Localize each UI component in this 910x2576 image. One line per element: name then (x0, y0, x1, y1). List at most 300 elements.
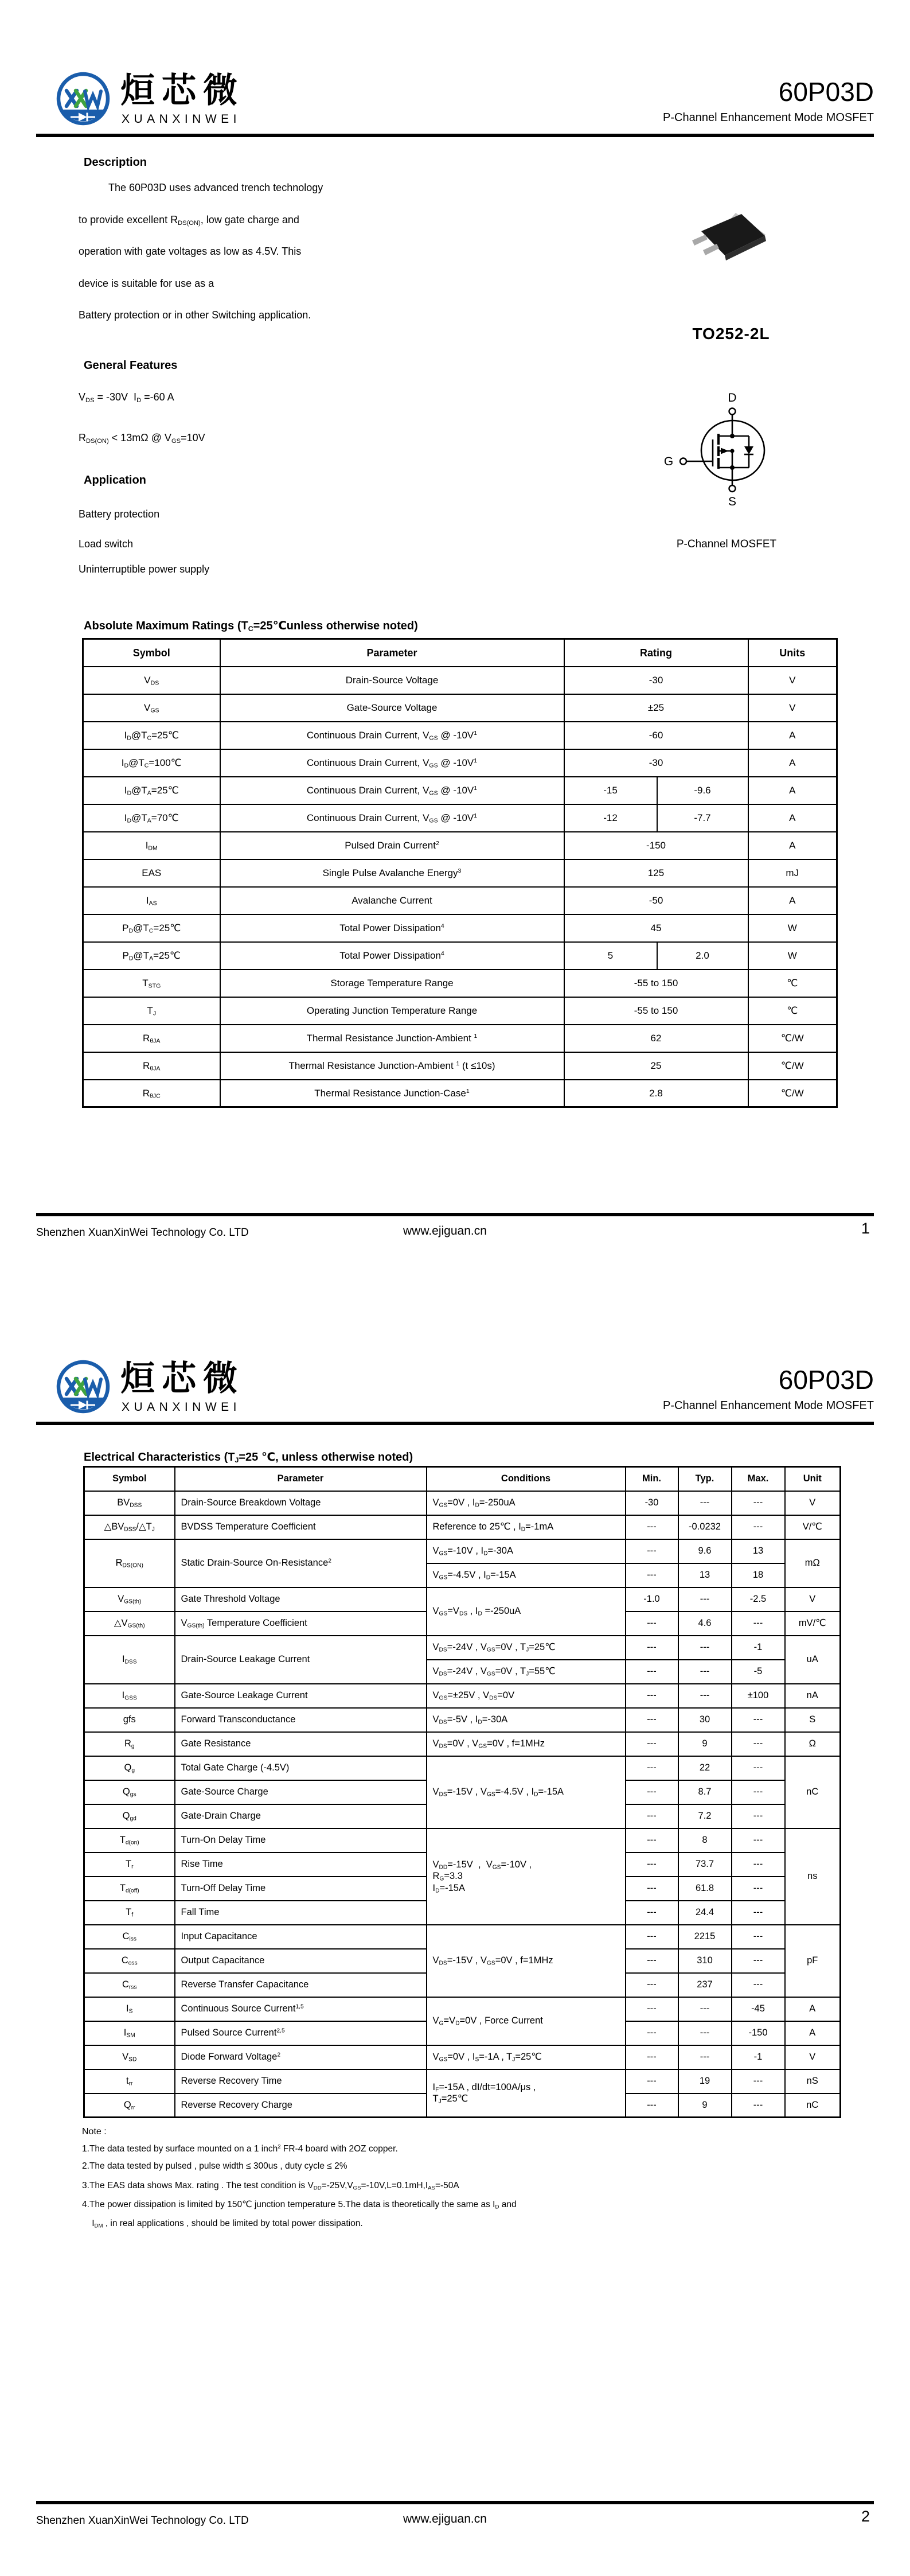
table-cell: $C_{iss}$ (84, 1925, 175, 1949)
table-cell: $C_{rss}$ (84, 1973, 175, 1997)
table-cell: 237 (678, 1973, 732, 1997)
table-cell: V (748, 667, 837, 694)
table-cell: Gate-Source Charge (175, 1780, 427, 1804)
table-cell: $I_S$ (84, 1997, 175, 2021)
abs-max-title: Absolute Maximum Ratings ($T_C=25℃unless$ otherwise noted) (84, 620, 418, 633)
table-cell: Thermal Resistance Junction-Ambient $^1$ (220, 1025, 564, 1052)
table-row (83, 667, 837, 694)
table-cell: V (785, 1587, 841, 1612)
mosfet-symbol-caption: P-Channel MOSFET (676, 538, 777, 550)
table-cell: $I_F=-15A$ , dI/dt=100A/μs , $T_J=25℃$ (427, 2069, 626, 2118)
table-row (83, 749, 837, 777)
column-header: Min. (626, 1467, 678, 1491)
table-cell: --- (732, 1708, 785, 1732)
table-cell: EAS (83, 859, 220, 887)
table-cell: $V_{GS}=V_{DS}$ , $I_D =-250uA$ (427, 1587, 626, 1636)
table-cell: --- (678, 2045, 732, 2069)
table-cell: --- (626, 1563, 678, 1587)
table-cell: Reverse Recovery Charge (175, 2094, 427, 2118)
table-cell: --- (678, 1997, 732, 2021)
footer-website: www.ejiguan.cn (403, 1224, 487, 1238)
table-cell: A (748, 777, 837, 804)
package-photo (691, 209, 768, 275)
data-table (83, 1466, 841, 2118)
table-cell: --- (626, 1515, 678, 1539)
table-cell: nS (785, 2069, 841, 2094)
table-row (84, 2069, 841, 2094)
table-row (83, 722, 837, 749)
table-cell: $P_D@T_C=25℃$ (83, 915, 220, 942)
table-cell: $I_D@T_C=100℃$ (83, 749, 220, 777)
table-cell: $V_{GS}=-10V$ , $I_D=-30A$ (427, 1539, 626, 1563)
table-cell: $T_{d(off)}$ (84, 1877, 175, 1901)
table-row (83, 694, 837, 722)
table-cell: Single Pulse Avalanche Energy$^3$ (220, 859, 564, 887)
part-number: 60P03D (778, 77, 874, 107)
table-cell: Drain-Source Leakage Current (175, 1636, 427, 1684)
column-header: Typ. (678, 1467, 732, 1491)
table-cell: $V_{DS}=-15V$ , $V_{GS}=0V$ , f=1MHz (427, 1925, 626, 1997)
table-cell: $Q_g$ (84, 1756, 175, 1780)
table-cell: Pulsed Source Current$^{2,5}$ (175, 2021, 427, 2045)
table-cell: 8 (678, 1828, 732, 1853)
table-cell: ℃ (748, 997, 837, 1025)
column-header: Unit (785, 1467, 841, 1491)
table-cell: $Q_{gd}$ (84, 1804, 175, 1828)
table-cell: --- (732, 1612, 785, 1636)
table-cell: -12 (564, 804, 657, 832)
table-cell: -60 (564, 722, 748, 749)
table-cell: V/℃ (785, 1515, 841, 1539)
table-header-row (84, 1467, 841, 1491)
table-cell: BVDSS Temperature Coefficient (175, 1515, 427, 1539)
table-cell: --- (678, 1684, 732, 1708)
table-cell: Gate-Source Leakage Current (175, 1684, 427, 1708)
table-cell: 62 (564, 1025, 748, 1052)
table-cell: Total Power Dissipation$^4$ (220, 915, 564, 942)
table-cell: --- (732, 1515, 785, 1539)
notes-heading: Note : (82, 2127, 107, 2137)
table-cell: --- (626, 1828, 678, 1853)
table-cell: -7.7 (657, 804, 748, 832)
table-row (84, 1732, 841, 1756)
note-line: 1.The data tested by surface mounted on a 1 inch$^2$ FR-4 board with 2OZ copper. (82, 2143, 398, 2154)
header-rule (36, 134, 874, 137)
table-cell: $V_{GS}=-4.5V$ , $I_D=-15A$ (427, 1563, 626, 1587)
table-cell: $V_{DD}=-15V$ , $V_{GS}=-10V$ , $R_G=3.3$ $I_D=-15A$ (427, 1828, 626, 1925)
table-row (84, 1587, 841, 1612)
table-cell: 9 (678, 2094, 732, 2118)
footer-rule (36, 1213, 874, 1216)
table-cell: 22 (678, 1756, 732, 1780)
application-item: Load switch (79, 538, 134, 550)
table-cell: $V_{GS}=\pm 25V$ , $V_{DS}=0V$ (427, 1684, 626, 1708)
pin-label-drain: D (728, 391, 737, 404)
table-cell: $I_{AS}$ (83, 887, 220, 915)
feature-line: $R_{DS(ON)} < 13m\Omega$ @ $V_{GS}=10V$ (79, 432, 205, 445)
table-cell: A (748, 804, 837, 832)
table-cell: --- (626, 1756, 678, 1780)
part-number: 60P03D (778, 1365, 874, 1395)
table-cell: --- (732, 2094, 785, 2118)
table-cell: 310 (678, 1949, 732, 1973)
page-number: 1 (861, 1220, 870, 1237)
table-cell: $I_D@T_A=25℃$ (83, 777, 220, 804)
table-cell: 13 (678, 1563, 732, 1587)
document-subtitle: P-Channel Enhancement Mode MOSFET (663, 111, 874, 124)
table-cell: Diode Forward Voltage$^2$ (175, 2045, 427, 2069)
table-row (84, 2045, 841, 2069)
table-cell: 2.8 (564, 1080, 748, 1107)
table-cell: ±100 (732, 1684, 785, 1708)
column-header: Max. (732, 1467, 785, 1491)
table-cell: --- (626, 2069, 678, 2094)
column-header: Symbol (84, 1467, 175, 1491)
table-cell: Output Capacitance (175, 1949, 427, 1973)
table-cell: $t_{rr}$ (84, 2069, 175, 2094)
table-cell: -45 (732, 1997, 785, 2021)
table-cell: $V_{GS}$ (83, 694, 220, 722)
table-row (83, 942, 837, 970)
table-cell: $V_{GS}=0V$ , $I_D=-250uA$ (427, 1491, 626, 1515)
table-cell: $V_{GS}=0V$ , $I_S=-1A$ , $T_J=25℃$ (427, 2045, 626, 2069)
table-cell: Rise Time (175, 1853, 427, 1877)
table-cell: V (785, 2045, 841, 2069)
table-cell: --- (626, 2045, 678, 2069)
table-cell: 125 (564, 859, 748, 887)
table-cell: $T_r$ (84, 1853, 175, 1877)
table-cell: --- (626, 2094, 678, 2118)
table-cell: --- (732, 1828, 785, 1853)
footer-company: Shenzhen XuanXinWei Technology Co. LTD (36, 2515, 249, 2527)
table-cell: ℃/W (748, 1025, 837, 1052)
elec-title: Electrical Characteristics ($T_J=25$ ℃, unless otherwise noted) (84, 1451, 413, 1465)
table-cell: nA (785, 1684, 841, 1708)
data-table (82, 638, 838, 1108)
table-cell: --- (626, 1732, 678, 1756)
table-row (84, 1684, 841, 1708)
table-cell: Gate-Source Voltage (220, 694, 564, 722)
table-cell: Storage Temperature Range (220, 970, 564, 997)
description-line: device is suitable for use as a (79, 277, 214, 289)
table-cell: --- (732, 1491, 785, 1515)
table-cell: --- (732, 1780, 785, 1804)
feature-line: $V_{DS} = -30V$ $I_D =-60$ A (79, 391, 174, 404)
table-row (84, 1828, 841, 1853)
table-cell: $T_{d(on)}$ (84, 1828, 175, 1853)
description-heading: Description (84, 156, 147, 169)
page-number: 2 (861, 2508, 870, 2525)
table-cell: Static Drain-Source On-Resistance$^2$ (175, 1539, 427, 1587)
table-cell: $V_{GS(th)}$ Temperature Coefficient (175, 1612, 427, 1636)
table-cell: --- (678, 1636, 732, 1660)
table-cell: Fall Time (175, 1901, 427, 1925)
table-cell: Reverse Recovery Time (175, 2069, 427, 2094)
header-rule (36, 1422, 874, 1425)
table-cell: -30 (564, 749, 748, 777)
table-cell: -1.0 (626, 1587, 678, 1612)
table-row (83, 1080, 837, 1107)
table-cell: 45 (564, 915, 748, 942)
table-cell: -50 (564, 887, 748, 915)
table-cell: -55 to 150 (564, 970, 748, 997)
table-cell: 2215 (678, 1925, 732, 1949)
table-cell: $I_{GSS}$ (84, 1684, 175, 1708)
table-cell: Gate Threshold Voltage (175, 1587, 427, 1612)
table-cell: --- (678, 2021, 732, 2045)
table-row (84, 1539, 841, 1563)
table-cell: Forward Transconductance (175, 1708, 427, 1732)
table-cell: $R_{\theta JA}$ (83, 1025, 220, 1052)
table-cell: -55 to 150 (564, 997, 748, 1025)
table-row (84, 1515, 841, 1539)
table-cell: --- (626, 2021, 678, 2045)
table-cell: --- (626, 1973, 678, 1997)
table-header-row (83, 639, 837, 667)
table-cell: -30 (564, 667, 748, 694)
table-cell: $Q_{gs}$ (84, 1780, 175, 1804)
note-line: $I_{DM}$ , in real applications , should be limited by total power dissipation. (82, 2219, 363, 2229)
mosfet-symbol (654, 389, 786, 512)
table-cell: ℃ (748, 970, 837, 997)
electrical-characteristics-table (83, 1466, 841, 2118)
table-cell: A (785, 2021, 841, 2045)
table-cell: Total Power Dissipation$^4$ (220, 942, 564, 970)
table-cell: Drain-Source Voltage (220, 667, 564, 694)
table-cell: 61.8 (678, 1877, 732, 1901)
application-item: Uninterruptible power supply (79, 563, 210, 575)
table-cell: 5 (564, 942, 657, 970)
datasheet-page-2 (0, 1288, 910, 2576)
table-cell: 73.7 (678, 1853, 732, 1877)
table-cell: Gate Resistance (175, 1732, 427, 1756)
general-features-heading: General Features (84, 359, 178, 372)
table-cell: --- (626, 1612, 678, 1636)
package-label: TO252-2L (692, 325, 770, 343)
abs-max-table (82, 638, 838, 1108)
table-row (83, 887, 837, 915)
application-item: Battery protection (79, 508, 160, 520)
table-cell: $Q_{rr}$ (84, 2094, 175, 2118)
table-cell: 30 (678, 1708, 732, 1732)
table-cell: --- (678, 1491, 732, 1515)
table-cell: $R_{DS(ON)}$ (84, 1539, 175, 1587)
column-header: Parameter (175, 1467, 427, 1491)
description-line: The 60P03D uses advanced trench technology (108, 182, 323, 193)
table-cell: --- (732, 1973, 785, 1997)
brand-logo-icon (54, 72, 112, 129)
table-cell: --- (626, 1804, 678, 1828)
table-cell: Avalanche Current (220, 887, 564, 915)
table-cell: $V_{DS}$ (83, 667, 220, 694)
table-cell: --- (678, 1660, 732, 1684)
table-row (84, 1997, 841, 2021)
table-cell: A (748, 749, 837, 777)
table-cell: $V_{DS}=-5V$ , $I_D=-30A$ (427, 1708, 626, 1732)
table-cell: -9.6 (657, 777, 748, 804)
note-line: 3.The EAS data shows Max. rating . The test condition is $V_{DD}=-25V,V_{GS}=-10V,L=0.1mH,I_{AS}=-50A$ (82, 2181, 459, 2192)
table-row (83, 1025, 837, 1052)
table-row (83, 832, 837, 859)
column-header: Units (748, 639, 837, 667)
table-cell: -2.5 (732, 1587, 785, 1612)
table-cell: $I_{DSS}$ (84, 1636, 175, 1684)
description-line: operation with gate voltages as low as 4.5V. This (79, 246, 302, 257)
table-cell: --- (626, 1708, 678, 1732)
brand-name-cn: 烜芯微 (120, 71, 244, 110)
table-cell: -1 (732, 1636, 785, 1660)
note-line: 2.The data tested by pulsed , pulse width ≤ 300us , duty cycle ≤ 2% (82, 2161, 347, 2171)
table-cell: -5 (732, 1660, 785, 1684)
table-cell: 4.6 (678, 1612, 732, 1636)
table-cell: Drain-Source Breakdown Voltage (175, 1491, 427, 1515)
table-cell: --- (732, 1756, 785, 1780)
table-cell: -150 (732, 2021, 785, 2045)
table-cell: --- (626, 1660, 678, 1684)
column-header: Symbol (83, 639, 220, 667)
table-cell: Gate-Drain Charge (175, 1804, 427, 1828)
table-cell: -150 (564, 832, 748, 859)
table-cell: V (785, 1491, 841, 1515)
table-cell: Continuous Drain Current, $V_{GS}$ @ $-10V^1$ (220, 722, 564, 749)
table-cell: mV/℃ (785, 1612, 841, 1636)
pin-label-gate: G (663, 455, 674, 468)
table-cell: --- (732, 1804, 785, 1828)
table-cell: $I_{DM}$ (83, 832, 220, 859)
table-cell: 24.4 (678, 1901, 732, 1925)
table-cell: S (785, 1708, 841, 1732)
table-row (83, 970, 837, 997)
table-cell: -15 (564, 777, 657, 804)
table-cell: $V_{DS}=-24V$ , $V_{GS}=0V$ , $T_J=25℃$ (427, 1636, 626, 1660)
description-line: to provide excellent $R_{DS(ON)}$, low gate charge and (79, 213, 299, 227)
table-cell: $\triangle V_{GS(th)}$ (84, 1612, 175, 1636)
table-cell: --- (626, 1901, 678, 1925)
table-cell: --- (626, 1997, 678, 2021)
table-cell: nC (785, 1756, 841, 1828)
table-cell: Thermal Resistance Junction-Ambient $^1$ (t ≤10s) (220, 1052, 564, 1080)
table-cell: Thermal Resistance Junction-Case$^1$ (220, 1080, 564, 1107)
table-cell: 19 (678, 2069, 732, 2094)
table-cell: $T_J$ (83, 997, 220, 1025)
table-cell: $I_{SM}$ (84, 2021, 175, 2045)
footer-website: www.ejiguan.cn (403, 2512, 487, 2526)
table-cell: --- (732, 2069, 785, 2094)
table-cell: mJ (748, 859, 837, 887)
column-header: Conditions (427, 1467, 626, 1491)
table-cell: A (748, 832, 837, 859)
table-cell: --- (626, 1853, 678, 1877)
table-cell: $V_{GS(th)}$ (84, 1587, 175, 1612)
table-row (84, 1756, 841, 1780)
document-subtitle: P-Channel Enhancement Mode MOSFET (663, 1399, 874, 1412)
table-cell: 13 (732, 1539, 785, 1563)
table-row (84, 1708, 841, 1732)
table-cell: uA (785, 1636, 841, 1684)
description-line: Battery protection or in other Switching application. (79, 309, 311, 321)
table-cell: ℃/W (748, 1080, 837, 1107)
table-cell: Input Capacitance (175, 1925, 427, 1949)
table-cell: --- (732, 1925, 785, 1949)
footer-rule (36, 2501, 874, 2504)
table-cell: -30 (626, 1491, 678, 1515)
table-cell: --- (626, 1877, 678, 1901)
note-line: 4.The power dissipation is limited by 150℃ junction temperature 5.The data is theoretically the same as $I_D$ and (82, 2200, 517, 2211)
table-cell: -1 (732, 2045, 785, 2069)
brand-name-cn: 烜芯微 (120, 1359, 244, 1398)
table-row (83, 777, 837, 804)
table-cell: $R_{\theta JA}$ (83, 1052, 220, 1080)
table-cell: gfs (84, 1708, 175, 1732)
table-cell: --- (626, 1636, 678, 1660)
table-cell: $R_g$ (84, 1732, 175, 1756)
table-cell: $BV_{DSS}$ (84, 1491, 175, 1515)
table-cell: -0.0232 (678, 1515, 732, 1539)
table-cell: --- (626, 1925, 678, 1949)
pin-label-source: S (728, 495, 737, 508)
table-row (84, 1925, 841, 1949)
table-cell: Reverse Transfer Capacitance (175, 1973, 427, 1997)
table-cell: --- (732, 1732, 785, 1756)
table-cell: $V_G=V_D=0V$ , Force Current (427, 1997, 626, 2045)
table-row (84, 1636, 841, 1660)
table-cell: --- (626, 1949, 678, 1973)
table-cell: 7.2 (678, 1804, 732, 1828)
table-cell: 9 (678, 1732, 732, 1756)
table-cell: 25 (564, 1052, 748, 1080)
table-cell: 8.7 (678, 1780, 732, 1804)
description-paragraph (79, 172, 526, 332)
table-cell: A (748, 887, 837, 915)
brand-logo-icon (54, 1360, 112, 1417)
table-cell: Continuous Source Current$^{1,5}$ (175, 1997, 427, 2021)
table-cell: $\triangle BV_{DSS}/\triangle T_J$ (84, 1515, 175, 1539)
table-cell: Continuous Drain Current, $V_{GS}$ @ $-10V^1$ (220, 804, 564, 832)
table-cell: $T_f$ (84, 1901, 175, 1925)
table-cell: --- (732, 1949, 785, 1973)
table-cell: Turn-Off Delay Time (175, 1877, 427, 1901)
footer-company: Shenzhen XuanXinWei Technology Co. LTD (36, 1227, 249, 1239)
table-cell: ±25 (564, 694, 748, 722)
table-cell: Reference to 25℃ , $I_D=-1mA$ (427, 1515, 626, 1539)
table-row (83, 1052, 837, 1080)
table-cell: $V_{DS}=-24V$ , $V_{GS}=0V$ , $T_J=55℃$ (427, 1660, 626, 1684)
table-cell: --- (626, 1539, 678, 1563)
table-cell: --- (678, 1587, 732, 1612)
table-row (83, 859, 837, 887)
table-cell: --- (732, 1901, 785, 1925)
table-cell: 18 (732, 1563, 785, 1587)
table-cell: --- (732, 1877, 785, 1901)
table-cell: Continuous Drain Current, $V_{GS}$ @ $-10V^1$ (220, 777, 564, 804)
application-heading: Application (84, 474, 146, 487)
table-cell: $T_{STG}$ (83, 970, 220, 997)
column-header: Rating (564, 639, 748, 667)
table-cell: Continuous Drain Current, $V_{GS}$ @ $-10V^1$ (220, 749, 564, 777)
table-cell: 9.6 (678, 1539, 732, 1563)
table-cell: A (785, 1997, 841, 2021)
table-cell: A (748, 722, 837, 749)
table-cell: Operating Junction Temperature Range (220, 997, 564, 1025)
table-row (83, 997, 837, 1025)
table-cell: Turn-On Delay Time (175, 1828, 427, 1853)
table-cell: V (748, 694, 837, 722)
table-cell: Ω (785, 1732, 841, 1756)
table-cell: W (748, 942, 837, 970)
table-cell: Total Gate Charge (-4.5V) (175, 1756, 427, 1780)
table-cell: $V_{SD}$ (84, 2045, 175, 2069)
table-cell: $P_D@T_A=25℃$ (83, 942, 220, 970)
